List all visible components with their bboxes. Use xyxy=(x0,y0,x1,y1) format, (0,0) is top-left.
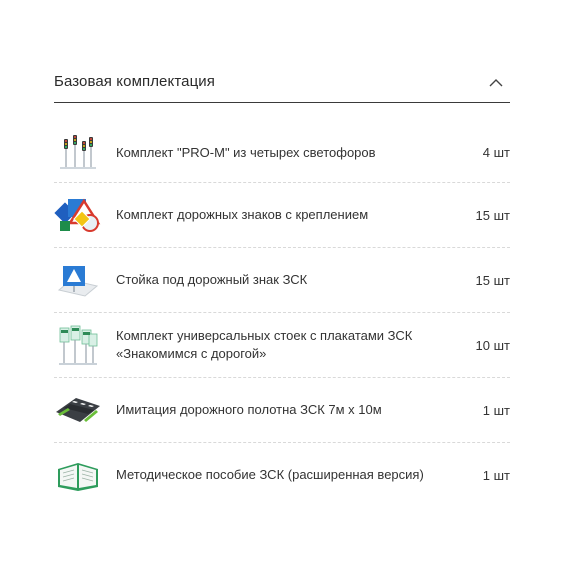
chevron-up-icon[interactable] xyxy=(488,74,504,90)
list-item xyxy=(54,248,510,313)
item-quantity: 15 шт xyxy=(475,272,510,288)
list-item xyxy=(54,313,510,378)
sign-stand-icon xyxy=(54,256,102,304)
section-header[interactable] xyxy=(54,62,510,103)
item-quantity: 15 шт xyxy=(475,207,510,223)
list-item xyxy=(54,443,510,507)
traffic-lights-set-icon xyxy=(54,129,102,177)
road-signs-set-icon xyxy=(54,191,102,239)
manual-book-icon xyxy=(54,451,102,499)
equipment-panel xyxy=(54,62,510,507)
item-name: Комплект дорожных знаков с креплением xyxy=(116,207,369,222)
section-title: Базовая комплектация xyxy=(54,73,215,90)
item-quantity: 4 шт xyxy=(482,145,510,160)
list-item xyxy=(54,183,510,248)
list-item xyxy=(54,123,510,183)
item-name: Имитация дорожного полотна ЗСК 7м х 10м xyxy=(116,402,382,417)
item-name: Комплект универсальных стоек с плакатами ЗСК «Знакомимся с дорогой» xyxy=(116,328,413,361)
equipment-list xyxy=(54,123,510,507)
item-quantity: 1 шт xyxy=(482,402,510,418)
item-name: Методическое пособие ЗСК (расширенная версия) xyxy=(116,467,424,482)
item-quantity: 10 шт xyxy=(475,337,510,353)
poster-stands-icon xyxy=(54,321,102,369)
item-name: Комплект "PRO-M" из четырех светофоров xyxy=(116,144,376,160)
item-quantity: 1 шт xyxy=(482,467,510,483)
list-item xyxy=(54,378,510,443)
item-name: Стойка под дорожный знак ЗСК xyxy=(116,272,308,287)
road-mat-icon xyxy=(54,386,102,434)
